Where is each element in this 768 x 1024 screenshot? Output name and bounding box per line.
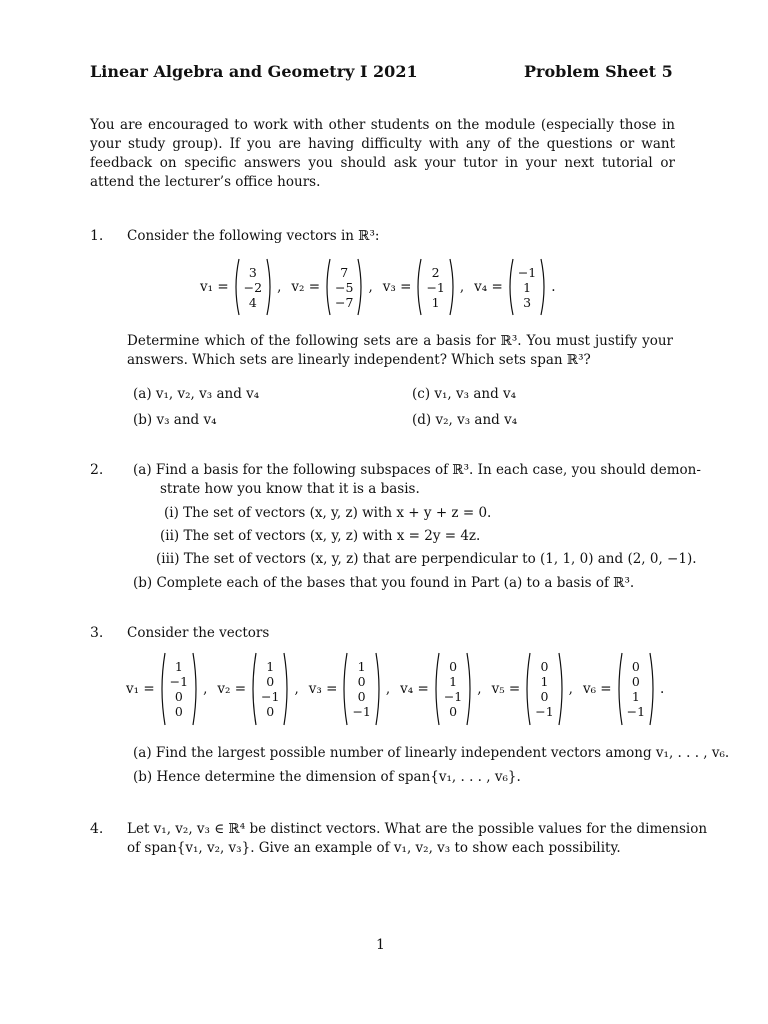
q4-line1: Let v₁, v₂, v₃ ∈ ℝ⁴ be distinct vectors. What are the possible values for the dimension	[127, 821, 708, 837]
vec-entry: 0	[631, 659, 640, 674]
q3-vector-row: v₁ = 1 −1 0 0 , v₂ = 1 0 −1 0 , v₃ = 1 0 0 −1 , v₄ = 0 1 −1 0 , v₅ = 0 1 0 −1 , v₆ = 0 0 1 −1 .	[126, 652, 664, 726]
q1-part-c: (c) v₁, v₃ and v₄	[412, 386, 517, 402]
vec-entry: −1	[261, 689, 280, 704]
q2-item-iii: (iii) The set of vectors (x, y, z) that are perpendicular to (1, 1, 0) and (2, 0, −1).	[156, 551, 697, 567]
vec-entry: −1	[426, 279, 445, 295]
vec-entry: 0	[174, 689, 183, 704]
q1-part-b: (b) v₃ and v₄	[133, 412, 217, 428]
left-paren-icon	[233, 258, 240, 316]
vec-entry: 3	[523, 294, 532, 310]
q3-vector-v2	[250, 652, 290, 726]
left-paren-icon	[324, 258, 331, 316]
right-paren-icon	[357, 258, 364, 316]
q3-vector-v3	[341, 652, 381, 726]
q1-vector-v1	[233, 258, 273, 316]
vec-entry: 1	[174, 659, 183, 674]
vec-entry: −7	[335, 294, 354, 310]
q1-vec-label: v₄ =	[474, 279, 503, 295]
right-paren-icon	[466, 652, 473, 726]
vec-entry: 1	[540, 674, 549, 689]
q1-vec-label: v₃ =	[382, 279, 412, 295]
q3-vec-label: v₅ =	[491, 681, 521, 697]
q3-vec-label: v₁ =	[126, 681, 155, 697]
left-paren-icon	[524, 652, 531, 726]
left-paren-icon	[341, 652, 348, 726]
vec-entry: 7	[340, 264, 349, 280]
right-paren-icon	[449, 258, 456, 316]
right-paren-icon	[558, 652, 565, 726]
q1-text: Determine which of the following sets are a basis for ℝ³. You must justify your answers. Which sets are linearly independent? Which sets span ℝ³?	[127, 333, 673, 368]
q1-part-d: (d) v₂, v₃ and v₄	[412, 412, 518, 428]
vec-entry: 0	[357, 689, 366, 704]
vec-entry: −1	[352, 704, 371, 719]
vec-entry: −1	[626, 704, 646, 719]
vec-entry: −1	[443, 689, 463, 704]
q2-part-b: (b) Complete each of the bases that you found in Part (a) to a basis of ℝ³.	[133, 575, 635, 591]
q3-vector-v5	[524, 652, 564, 726]
q1-vector-v4	[507, 258, 547, 316]
q1-prompt: Consider the following vectors in ℝ³:	[127, 228, 380, 244]
q3-vec-label: v₂ =	[217, 681, 247, 697]
intro-paragraph: You are encouraged to work with other students on the module (especially those in your study group). If you are having difficulty with any of the questions or want feedback on specific answers you should ask your tutor in your next tutorial or attend the lecturer’s office hours.	[90, 117, 675, 190]
q3-part-b: (b) Hence determine the dimension of span{v₁, . . . , v₆}.	[133, 769, 521, 785]
sheet-title: Problem Sheet 5	[524, 62, 673, 81]
vec-entry: 2	[431, 264, 440, 280]
vec-entry: 0	[449, 659, 458, 674]
q1-vector-v3	[415, 258, 455, 316]
q1-vec-label: v₂ =	[291, 279, 321, 295]
q3-part-a: (a) Find the largest possible number of linearly independent vectors among v₁, . . . , v₆.	[133, 745, 730, 761]
q3-vec-label: v₆ =	[582, 681, 612, 697]
right-paren-icon	[540, 258, 547, 316]
q2-number: 2.	[90, 462, 104, 478]
left-paren-icon	[159, 652, 166, 726]
q3-vec-label: v₃ =	[308, 681, 338, 697]
q4-number: 4.	[90, 821, 104, 837]
vec-entry: 1	[631, 689, 640, 704]
left-paren-icon	[507, 258, 514, 316]
vec-entry: 0	[540, 689, 549, 704]
right-paren-icon	[649, 652, 656, 726]
q4-line2: of span{v₁, v₂, v₃}. Give an example of v₁, v₂, v₃ to show each possibility.	[127, 840, 621, 856]
vec-entry: 0	[449, 704, 458, 719]
vec-entry: 1	[357, 659, 366, 674]
course-title: Linear Algebra and Geometry I 2021	[90, 62, 418, 81]
vec-entry: 1	[431, 294, 440, 310]
q3-vector-v6	[616, 652, 656, 726]
vec-entry: −5	[335, 279, 354, 295]
q1-number: 1.	[90, 228, 104, 244]
q3-vector-v4	[433, 652, 473, 726]
vec-entry: 3	[248, 264, 257, 280]
vec-entry: 0	[540, 659, 549, 674]
vec-entry: 1	[449, 674, 458, 689]
q1-vector-v2	[324, 258, 364, 316]
page-number: 1	[376, 937, 385, 953]
vec-entry: 1	[266, 659, 275, 674]
q3-vector-v1	[159, 652, 199, 726]
right-paren-icon	[283, 652, 290, 726]
q1-vec-label: v₁ =	[200, 279, 229, 295]
right-paren-icon	[266, 258, 273, 316]
q2-item-i: (i) The set of vectors (x, y, z) with x + y + z = 0.	[164, 505, 492, 521]
q2-item-ii: (ii) The set of vectors (x, y, z) with x = 2y = 4z.	[160, 528, 481, 544]
q3-number: 3.	[90, 625, 104, 641]
vec-entry: −2	[243, 279, 263, 295]
vec-entry: 0	[357, 674, 366, 689]
q1-part-a: (a) v₁, v₂, v₃ and v₄	[133, 386, 260, 402]
vec-entry: 1	[523, 279, 532, 295]
vec-entry: 4	[248, 294, 257, 310]
left-paren-icon	[616, 652, 623, 726]
vec-entry: 0	[266, 674, 275, 689]
vec-entry: 0	[266, 704, 275, 719]
vec-entry: −1	[517, 264, 537, 280]
left-paren-icon	[415, 258, 422, 316]
vec-entry: −1	[535, 704, 554, 719]
q1-vector-row: v₁ = 3 −2 4 , v₂ = 7 −5 −7 , v₃ = 2 −1 1 , v₄ = −1 1 3 .	[200, 258, 556, 316]
vec-entry: −1	[169, 674, 189, 689]
q3-prompt: Consider the vectors	[127, 625, 270, 641]
left-paren-icon	[250, 652, 257, 726]
left-paren-icon	[433, 652, 440, 726]
vec-entry: 0	[174, 704, 183, 719]
right-paren-icon	[192, 652, 199, 726]
q3-vec-label: v₄ =	[400, 681, 429, 697]
right-paren-icon	[375, 652, 382, 726]
q2-part-a-line2: strate how you know that it is a basis.	[160, 481, 420, 497]
q2-part-a-line1: (a) Find a basis for the following subspaces of ℝ³. In each case, you should demon-	[133, 462, 701, 478]
vec-entry: 0	[631, 674, 640, 689]
